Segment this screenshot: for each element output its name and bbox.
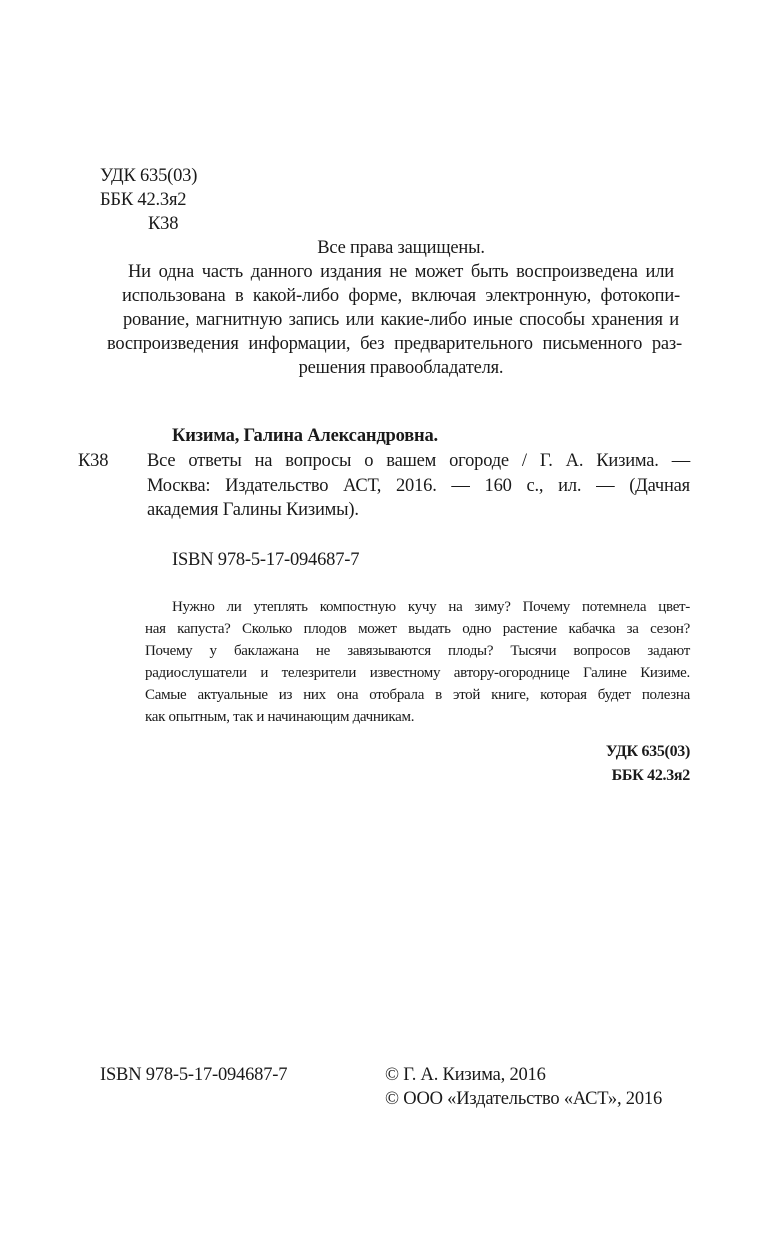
annotation-line: Самые актуальные из них она отобрала в этой книге, которая будет полезна xyxy=(145,687,690,703)
classification-bbk: ББК 42.3я2 xyxy=(611,767,690,784)
annotation-line: Почему у баклажана не завязываются плоды? Тысячи вопросов задают xyxy=(145,643,690,659)
header-udk: УДК 635(03) xyxy=(100,166,198,186)
record-title-line: академия Галины Кизимы). xyxy=(147,500,359,520)
record-title-line: Москва: Издательство АСТ, 2016. — 160 с., ил. — (Дачная xyxy=(147,476,690,496)
footer-isbn: ISBN 978-5-17-094687-7 xyxy=(100,1065,288,1085)
record-author: Кизима, Галина Александровна. xyxy=(172,426,438,446)
record-isbn: ISBN 978-5-17-094687-7 xyxy=(172,550,360,570)
rights-line: решения правообладателя. xyxy=(298,358,504,378)
classification-udk: УДК 635(03) xyxy=(605,743,690,760)
rights-line: Ни одна часть данного издания не может быть воспроизведена или xyxy=(128,262,674,282)
rights-line: использована в какой-либо форме, включая электронную, фотокопи- xyxy=(122,286,680,306)
annotation-line: радиослушатели и телезрители известному автору-огороднице Галине Кизиме. xyxy=(145,665,690,681)
record-code: К38 xyxy=(78,451,109,471)
footer-copyright-author: © Г. А. Кизима, 2016 xyxy=(385,1065,546,1085)
record-title-line: Все ответы на вопросы о вашем огороде / Г. А. Кизима. — xyxy=(147,451,690,471)
annotation-line: Нужно ли утеплять компостную кучу на зиму? Почему потемнела цвет- xyxy=(172,599,690,615)
rights-line: рование, магнитную запись или какие-либо иные способы хранения и xyxy=(123,310,679,330)
header-bbk: ББК 42.3я2 xyxy=(100,190,187,210)
rights-line: воспроизведения информации, без предварительного письменного раз- xyxy=(107,334,682,354)
annotation-line: ная капуста? Сколько плодов может выдать одно растение кабачка за сезон? xyxy=(145,621,690,637)
footer-copyright-publisher: © ООО «Издательство «АСТ», 2016 xyxy=(385,1089,663,1109)
header-author-code: К38 xyxy=(148,214,179,234)
annotation-line: как опытным, так и начинающим дачникам. xyxy=(145,709,415,725)
rights-title: Все права защищены. xyxy=(317,238,485,258)
